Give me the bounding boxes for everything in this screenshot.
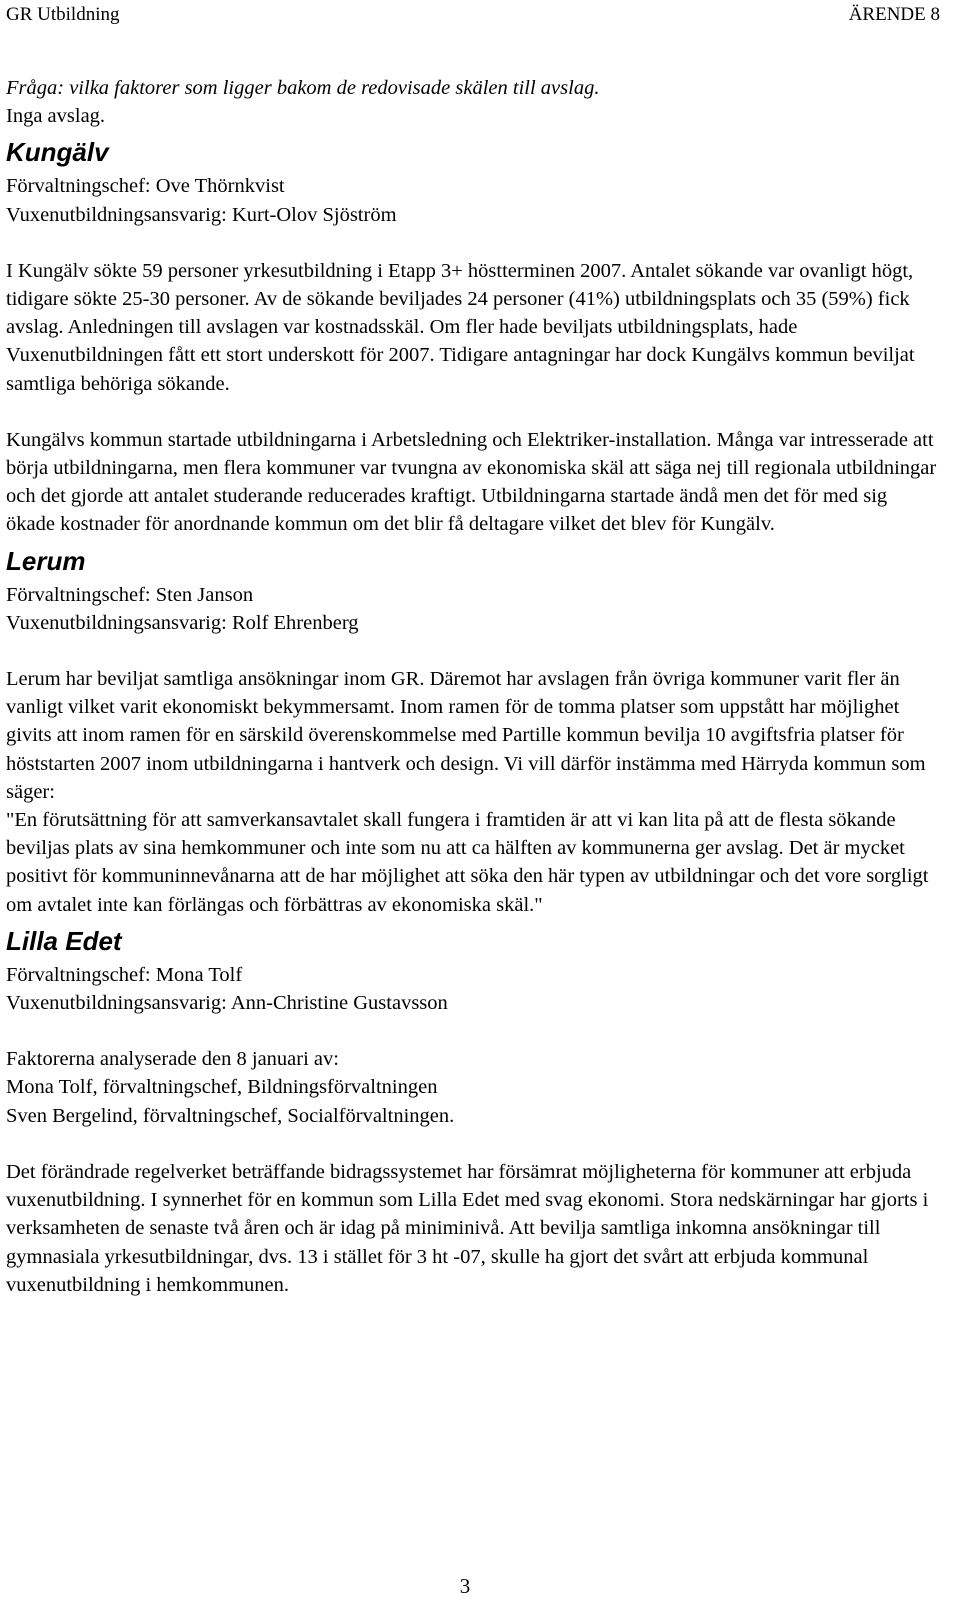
intro-question: Fråga: vilka faktorer som ligger bakom de redovisade skälen till avslag.: [6, 77, 600, 99]
header-org-name: GR Utbildning: [6, 4, 120, 25]
lerum-quote: "En förutsättning för att samverkansavtalet skall fungera i framtiden är att vi kan lita på att de flesta sökande beviljas plats av sina hemkommuner och inte som nu att ca hälften av kommunerna ger avslag. Det är mycket positivt för kommuninnevånarna att de har möjlighet att söka den här typen av utbildningar och det vore sorgligt om avtalet inte kan förlängas och förbättras av ekonomiska skäl.": [6, 809, 929, 916]
lilla-edet-analyst-2: Sven Bergelind, förvaltningschef, Socialförvaltningen.: [6, 1104, 455, 1127]
lerum-paragraph-1: Lerum har beviljat samtliga ansökningar inom GR. Däremot har avslagen från övriga kommuner varit fler än vanligt vilket varit ekonomiskt bekymmersamt. Inom ramen för de tomma platser som uppstått har möjlighet givits att inom ramen för en särskild överenskommelse med Partille kommun bevilja 10 avgiftsfria platser för höststarten 2007 inom utbildningarna i hantverk och design. Vi vill därför instämma med Härryda kommun som säger:: [6, 668, 926, 803]
lilla-edet-chief: Förvaltningschef: Mona Tolf: [6, 963, 243, 986]
section-heading-lerum: Lerum: [6, 545, 86, 576]
kungalv-responsible: Vuxenutbildningsansvarig: Kurt-Olov Sjöström: [6, 203, 397, 226]
lilla-edet-analyzed-intro: Faktorerna analyserade den 8 januari av:: [6, 1048, 339, 1071]
page-header: [6, 2, 940, 28]
kungalv-paragraph-1: I Kungälv sökte 59 personer yrkesutbildning i Etapp 3+ höstterminen 2007. Antalet sökande var ovanligt högt, tidigare sökte 25-30 personer. Av de sökande beviljades 24 personer (41%) utbildningsplats och 35 (59%) fick avslag. Anledningen till avslagen var kostnadsskäl. Om fler hade beviljats utbildningsplats, hade Vuxenutbildningen fått ett stort underskott för 2007. Tidigare antagningar har dock Kungälvs kommun beviljat samtliga behöriga sökande.: [6, 259, 915, 395]
lilla-edet-paragraph-1: Det förändrade regelverket beträffande bidragssystemet har försämrat möjligheterna för kommuner att erbjuda vuxenutbildning. I synnerhet för en kommun som Lilla Edet med svag ekonomi. Stora nedskärningar har gjorts i verksamheten de senaste två åren och är idag på miniminivå. Att bevilja samtliga inkomna ansökningar till gymnasiala yrkesutbildningar, dvs. 13 i stället för 3 ht -07, skulle ha gjort det svårt att erbjuda kommunal vuxenutbildning i hemkommunen.: [6, 1160, 929, 1296]
kungalv-chief: Förvaltningschef: Ove Thörnkvist: [6, 175, 285, 198]
lerum-chief: Förvaltningschef: Sten Janson: [6, 583, 254, 606]
document-body: [6, 74, 941, 1299]
page-number: 3: [459, 1574, 471, 1598]
section-heading-lilla-edet: Lilla Edet: [6, 925, 122, 956]
header-item-number: ÄRENDE 8: [848, 4, 940, 25]
lilla-edet-analyst-1: Mona Tolf, förvaltningschef, Bildningsförvaltningen: [6, 1076, 438, 1099]
kungalv-paragraph-2: Kungälvs kommun startade utbildningarna i Arbetsledning och Elektriker-installation. Många var intresserade att börja utbildningarna, men flera kommuner var tvungna av ekonomiska skäl att säga nej till regionala utbildningar och det gjorde att antalet studerande reducerades kraftigt. Utbildningarna startade ändå men det för med sig ökade kostnader för anordnande kommun om det blir få deltagare vilket det blev för Kungälv.: [6, 428, 937, 536]
section-heading-kungalv: Kungälv: [6, 137, 109, 168]
intro-answer: Inga avslag.: [6, 105, 106, 128]
lilla-edet-responsible: Vuxenutbildningsansvarig: Ann-Christine Gustavsson: [6, 992, 448, 1015]
lerum-responsible: Vuxenutbildningsansvarig: Rolf Ehrenberg: [6, 611, 359, 634]
